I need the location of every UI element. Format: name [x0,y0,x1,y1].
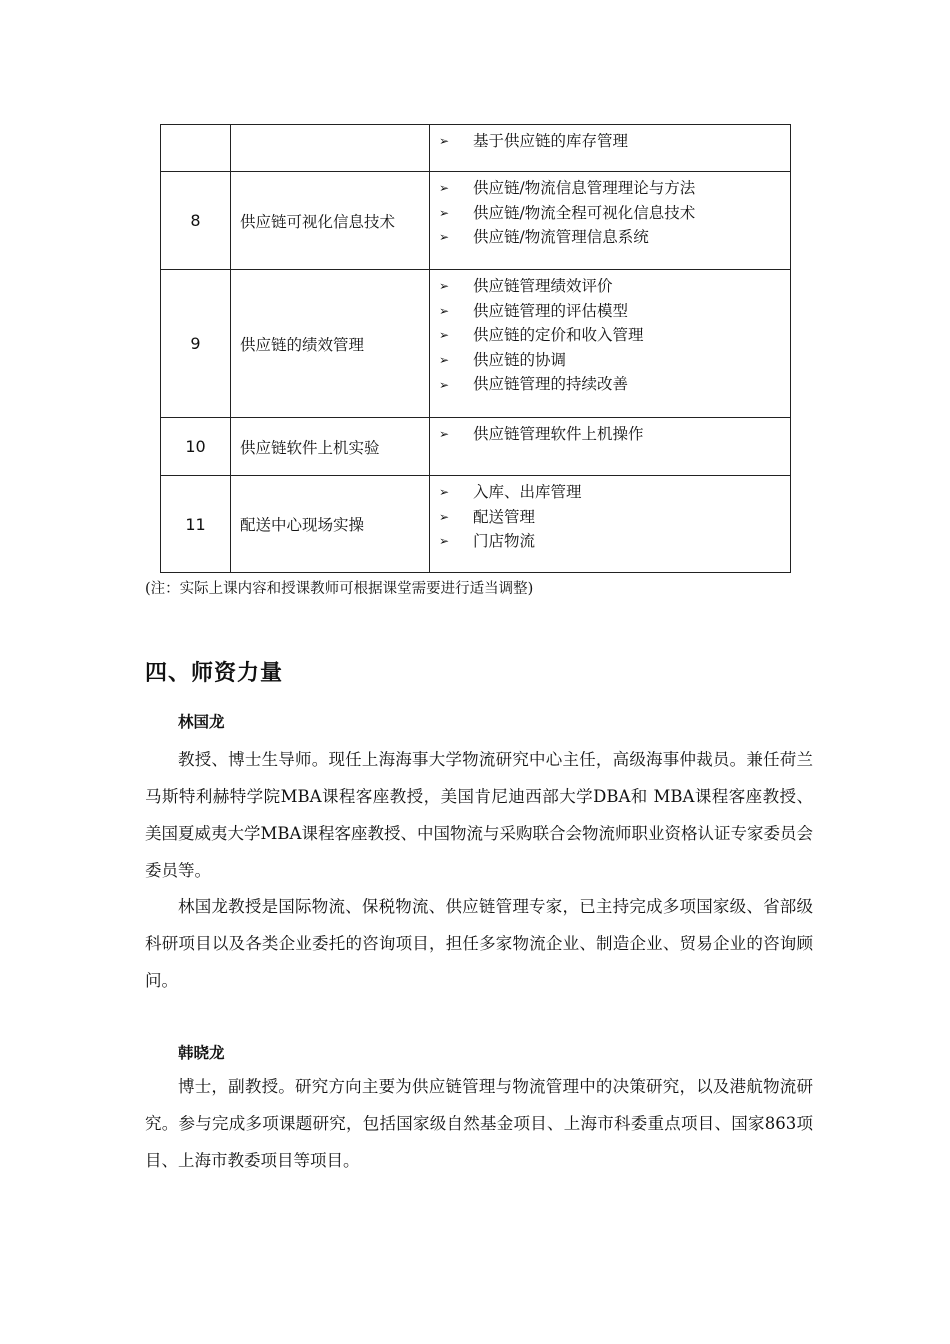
topic-text: 供应链管理的持续改善 [473,375,629,394]
arrow-bullet-icon: ➢ [439,328,450,343]
module-name: 供应链软件上机实验 [231,418,430,476]
topic-list [430,274,790,397]
topic-text: 供应链的定价和收入管理 [473,326,644,345]
topic-text: 供应链/物流管理信息系统 [473,228,649,247]
faculty-bio-paragraph: 教授、博士生导师。现任上海海事大学物流研究中心主任，高级海事仲裁员。兼任荷兰马斯特利赫特学院MBA课程客座教授，美国肯尼迪西部大学DBA和 MBA课程客座教授、美国夏威夷大学MBA课程客座教授、中国物流与采购联合会物流师职业资格认证专家委员会委员等。 [145,750,813,880]
topic-text: 供应链/物流全程可视化信息技术 [473,203,696,222]
topic-text: 供应链管理软件上机操作 [473,425,644,443]
section-heading: 四、师资力量 [145,660,284,686]
topic-item [430,480,790,505]
arrow-bullet-icon: ➢ [439,353,450,368]
topic-text: 供应链/物流信息管理理论与方法 [473,179,696,197]
faculty-name: 林国龙 [178,712,225,731]
topic-text: 配送管理 [473,507,536,526]
module-name: 配送中心现场实操 [231,476,430,573]
faculty-name: 韩晓龙 [178,1043,225,1062]
topic-text: 供应链的协调 [473,350,567,369]
row-number [161,125,231,172]
topic-item [430,529,790,554]
arrow-bullet-icon: ➢ [439,377,450,392]
arrow-bullet-icon: ➢ [439,181,450,196]
topic-item [430,201,790,226]
topic-item [430,299,790,324]
topic-cell [430,418,791,476]
table-note: (注：实际上课内容和授课教师可根据课堂需要进行适当调整) [145,581,534,597]
topic-text: 入库、出库管理 [473,483,582,501]
topic-cell [430,172,791,270]
arrow-bullet-icon: ➢ [439,509,450,524]
table-row [161,476,791,573]
topic-text: 门店物流 [473,532,536,551]
faculty-bio-paragraph: 博士，副教授。研究方向主要为供应链管理与物流管理中的决策研究，以及港航物流研究。参与完成多项课题研究，包括国家级自然基金项目、上海市科委重点项目、国家863项目、上海市教委项目等项目。 [145,1077,813,1170]
arrow-bullet-icon: ➢ [439,230,450,245]
table-row [161,172,791,270]
arrow-bullet-icon: ➢ [439,534,450,549]
arrow-bullet-icon: ➢ [439,279,450,294]
topic-item [430,505,790,530]
faculty-bio-paragraph: 林国龙教授是国际物流、保税物流、供应链管理专家，已主持完成多项国家级、省部级科研项目以及各类企业委托的咨询项目，担任多家物流企业、制造企业、贸易企业的咨询顾问。 [145,897,813,990]
row-number: 9 [161,270,231,418]
topic-item [430,372,790,397]
table-row [161,125,791,172]
topic-text: 基于供应链的库存管理 [473,132,629,150]
topic-list [430,422,790,447]
topic-item [430,323,790,348]
table-row [161,270,791,418]
arrow-bullet-icon: ➢ [439,427,450,442]
topic-item [430,348,790,373]
topic-list [430,129,790,154]
topic-item [430,422,790,447]
course-table [160,124,791,573]
arrow-bullet-icon: ➢ [439,303,450,318]
topic-item [430,274,790,299]
topic-item [430,225,790,250]
arrow-bullet-icon: ➢ [439,485,450,500]
topic-list [430,480,790,554]
row-number: 10 [161,418,231,476]
topic-text: 供应链管理的评估模型 [473,301,629,320]
topic-cell [430,125,791,172]
table-row [161,418,791,476]
module-name: 供应链可视化信息技术 [231,172,430,270]
row-number: 8 [161,172,231,270]
arrow-bullet-icon: ➢ [439,134,450,149]
row-number: 11 [161,476,231,573]
topic-cell [430,476,791,573]
topic-item [430,176,790,201]
module-name: 供应链的绩效管理 [231,270,430,418]
arrow-bullet-icon: ➢ [439,205,450,220]
topic-list [430,176,790,250]
topic-item [430,129,790,154]
topic-text: 供应链管理绩效评价 [473,277,613,295]
module-name [231,125,430,172]
topic-cell [430,270,791,418]
